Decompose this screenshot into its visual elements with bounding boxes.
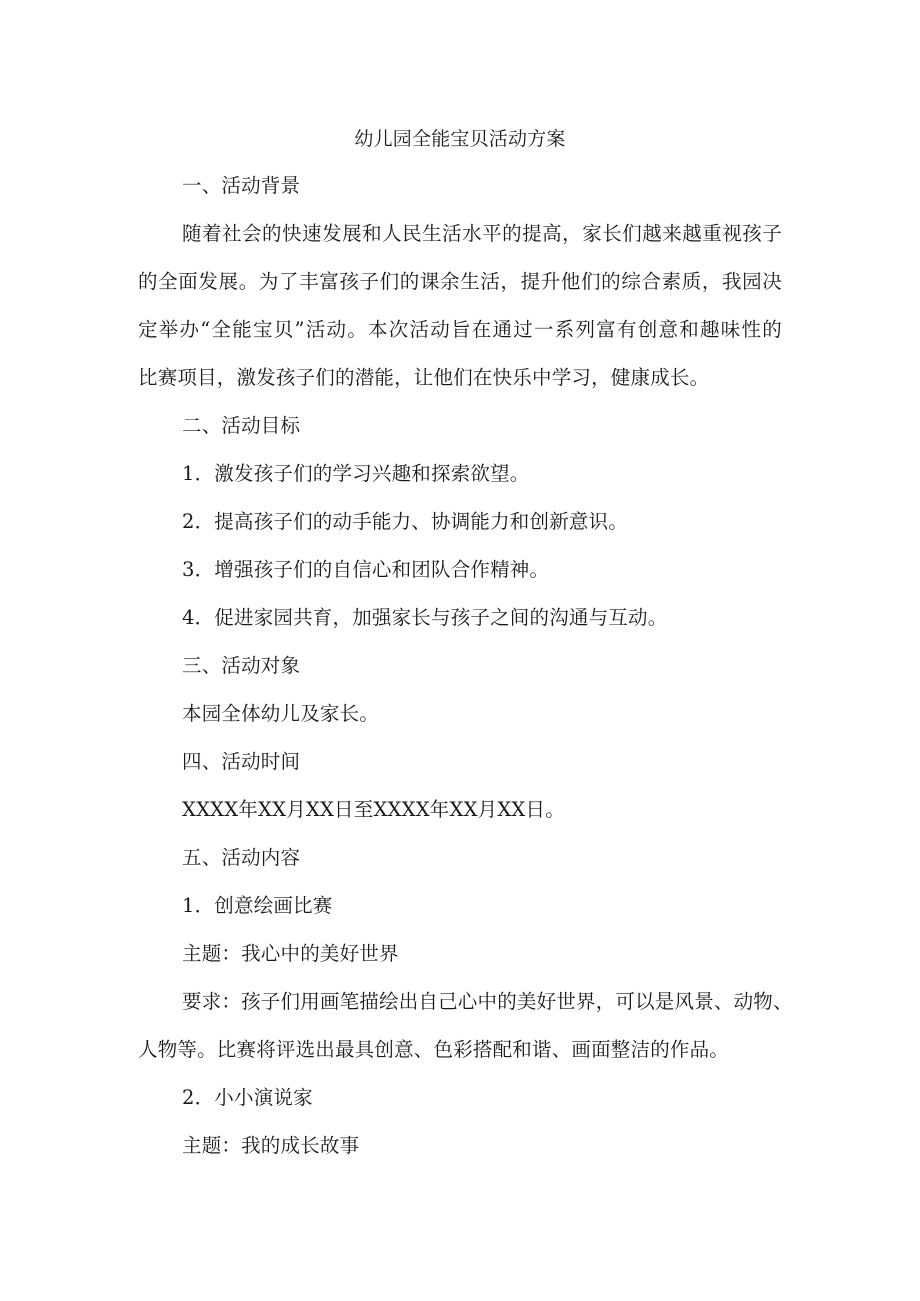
goal-item: 3．增强孩子们的自信心和团队合作精神。: [182, 558, 550, 581]
section-heading-time: 四、活动时间: [182, 750, 301, 773]
paragraph-line: 定举办“全能宝贝”活动。本次活动旨在通过一系列富有创意和趣味性的: [138, 318, 782, 341]
paragraph-line: 的全面发展。为了丰富孩子们的课余生活，提升他们的综合素质，我园决: [138, 270, 782, 293]
time-text: XXXX年XX月XX日至XXXX年XX月XX日。: [182, 798, 565, 821]
section-heading-goals: 二、活动目标: [182, 414, 301, 437]
content-item-title: 1．创意绘画比赛: [182, 894, 333, 917]
content-item-requirement: 人物等。比赛将评选出最具创意、色彩搭配和谐、画面整洁的作品。: [138, 1038, 730, 1061]
content-item-requirement: 要求：孩子们用画笔描绘出自己心中的美好世界，可以是风景、动物、: [182, 990, 793, 1013]
paragraph-line: 随着社会的快速发展和人民生活水平的提高，家长们越来越重视孩子: [182, 222, 782, 245]
content-item-theme: 主题：我的成长故事: [182, 1134, 360, 1157]
document-title: 幼儿园全能宝贝活动方案: [354, 128, 566, 150]
goal-item: 4．促进家园共育，加强家长与孩子之间的沟通与互动。: [182, 606, 668, 629]
goal-item: 1．激发孩子们的学习兴趣和探索欲望。: [182, 462, 530, 485]
section-heading-background: 一、活动背景: [182, 174, 301, 197]
content-item-title: 2．小小演说家: [182, 1086, 313, 1109]
goal-item: 2．提高孩子们的动手能力、协调能力和创新意识。: [182, 510, 629, 533]
section-heading-content: 五、活动内容: [182, 846, 301, 869]
section-heading-participants: 三、活动对象: [182, 654, 301, 677]
paragraph-line: 比赛项目，激发孩子们的潜能，让他们在快乐中学习，健康成长。: [138, 366, 710, 389]
participants-text: 本园全体幼儿及家长。: [182, 702, 380, 725]
content-item-theme: 主题：我心中的美好世界: [182, 942, 399, 965]
